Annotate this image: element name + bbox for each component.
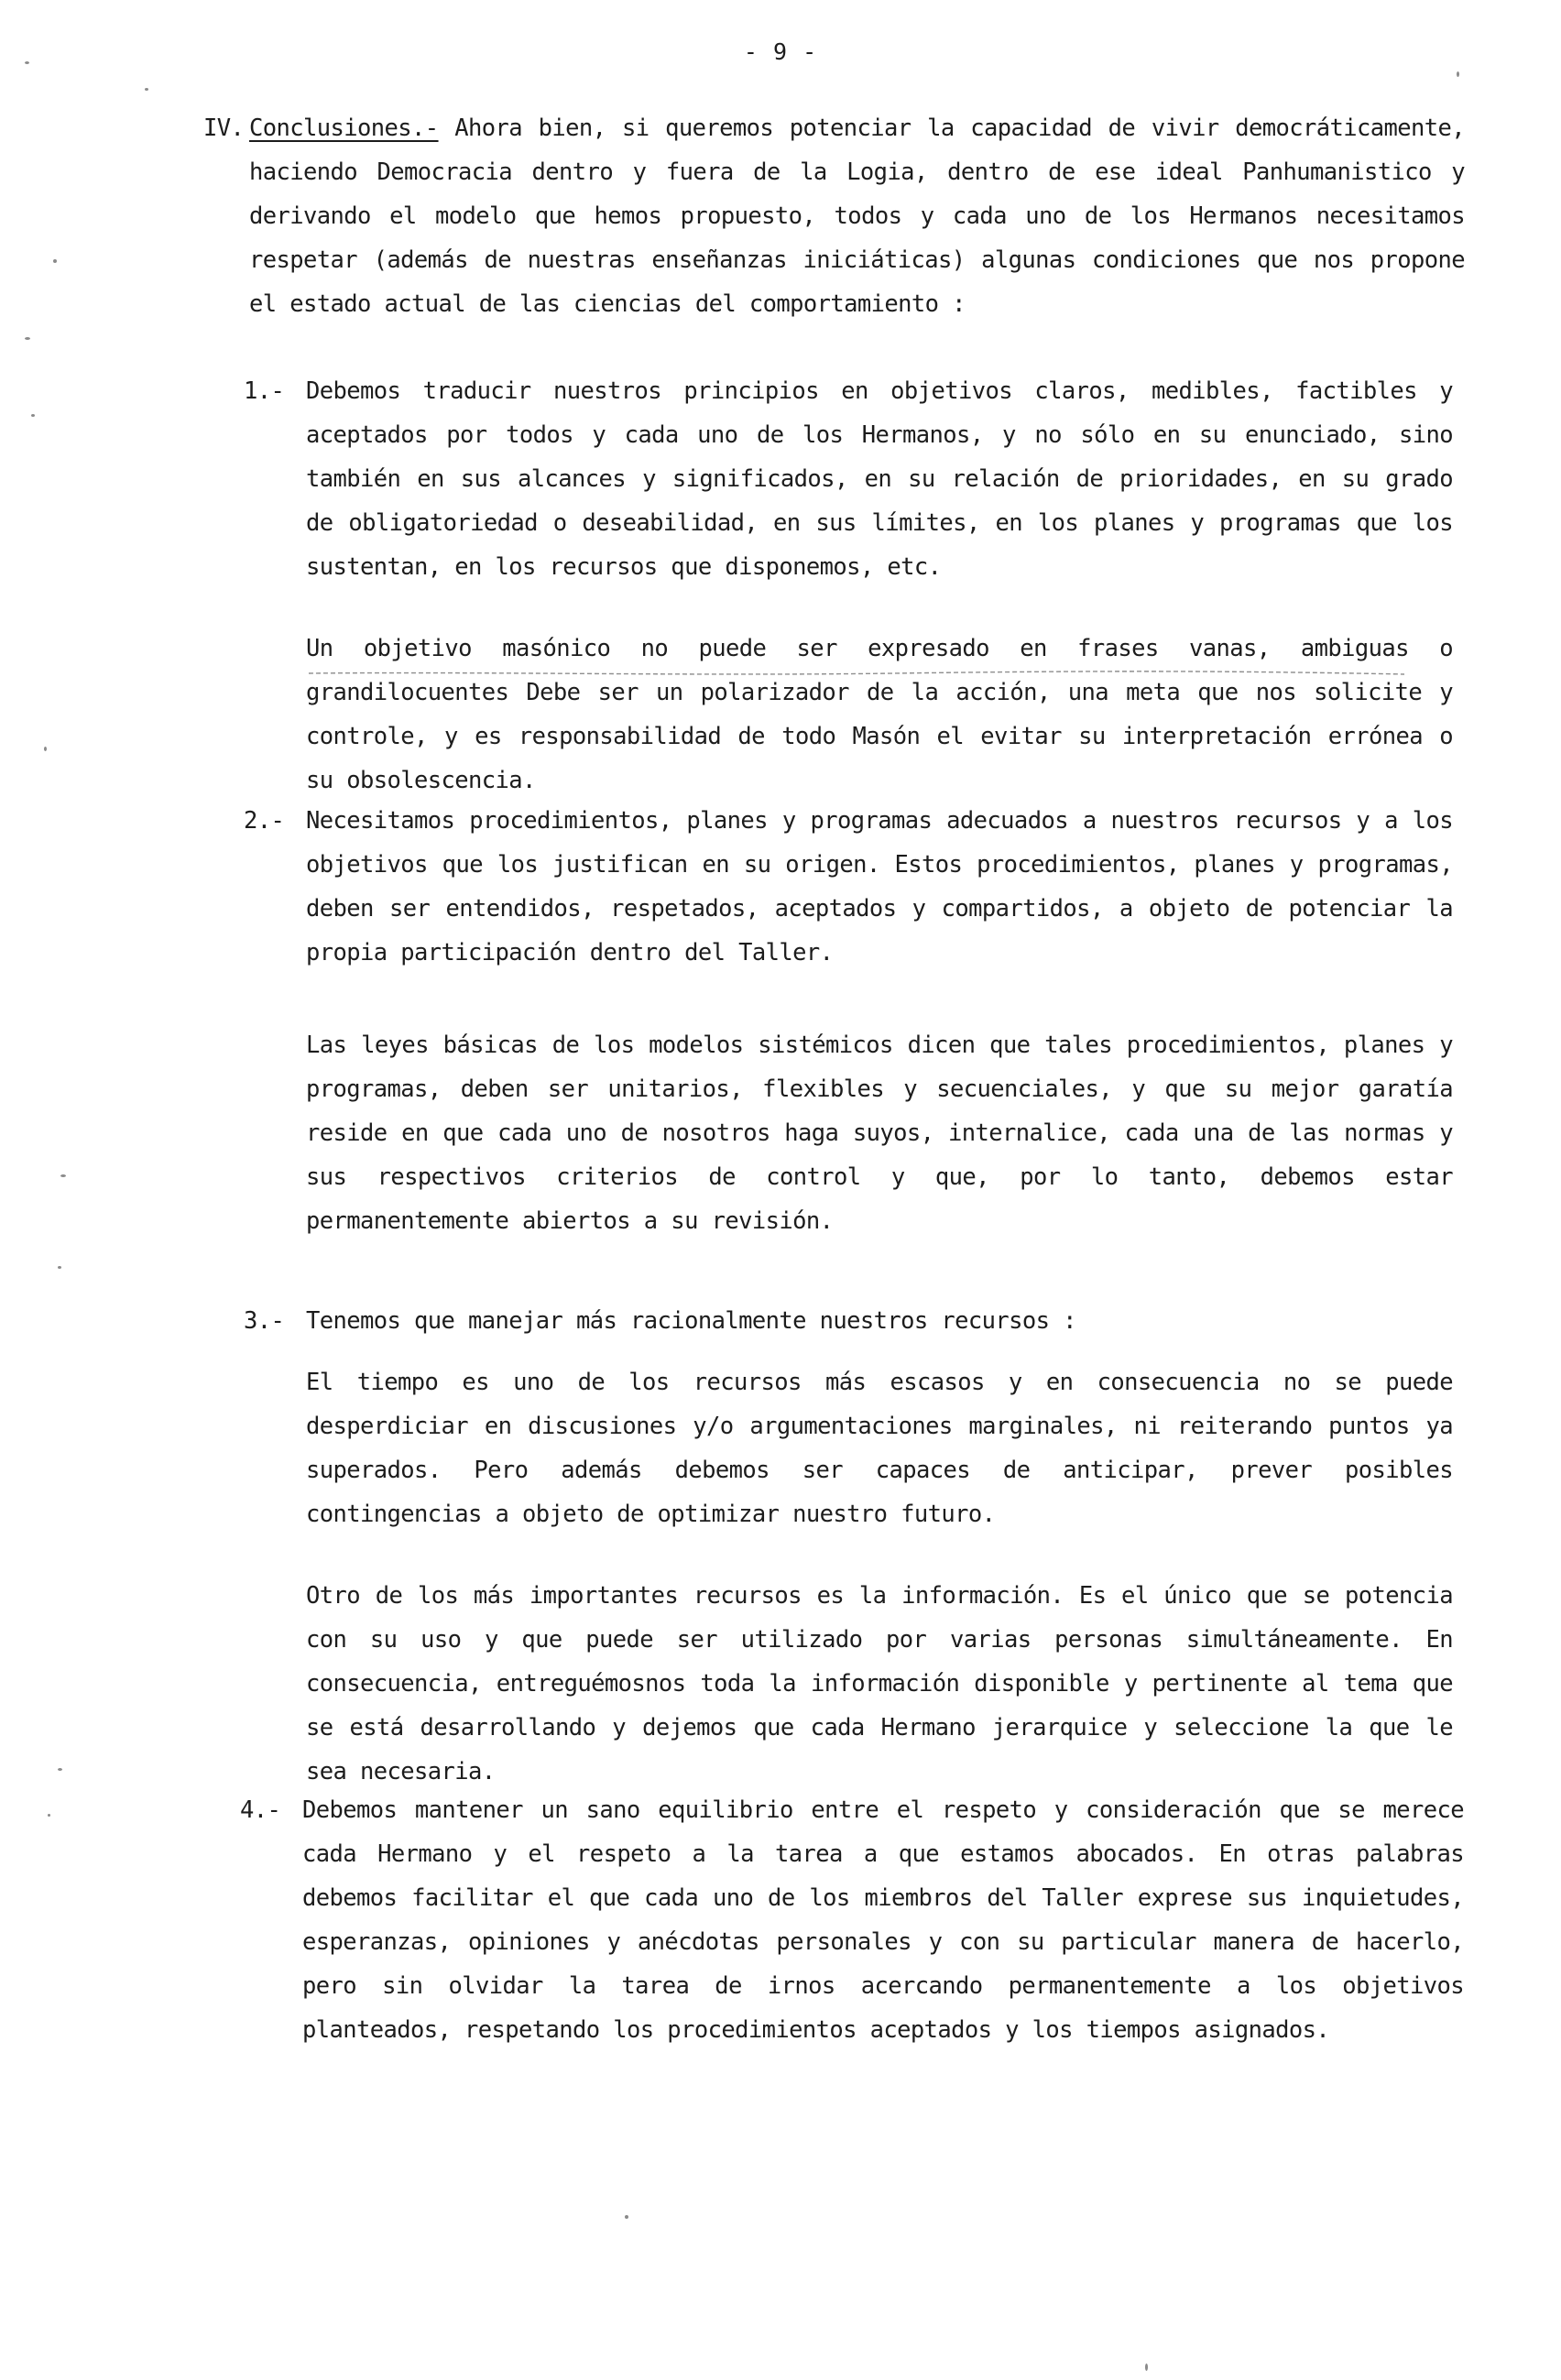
scan-speck bbox=[48, 1814, 50, 1817]
scan-speck bbox=[25, 61, 29, 64]
item-3-paragraph-2: El tiempo es uno de los recursos más escasos y en consecuencia no se puede desperdiciar en discusiones y/o argumentaciones marginales, ni reiterando puntos ya superados. Pero además debemos ser capaces de anticipar, prever posibles contingencias a objeto de optimizar nuestro futuro. bbox=[306, 1369, 1453, 1528]
scan-speck bbox=[44, 747, 47, 751]
section-heading: Conclusiones.- bbox=[249, 115, 439, 142]
item-2-paragraph-2: Las leyes básicas de los modelos sistémicos dicen que tales procedimientos, planes y programas, deben ser unitarios, flexibles y secuenciales, y que su mejor garatía reside en que cada uno de nosotros haga suyos, internalice, cada una de las normas y sus respectivos criterios de control y que, por lo tanto, debemos estar permanentemente abiertos a su revisión. bbox=[306, 1032, 1453, 1235]
item-4-marker: 4.- bbox=[240, 1796, 281, 1824]
page-number: - 9 - bbox=[743, 38, 818, 65]
scan-speck bbox=[31, 414, 35, 417]
scan-speck bbox=[53, 259, 57, 263]
section-intro bbox=[249, 106, 1465, 326]
item-1-marker: 1.- bbox=[244, 377, 285, 405]
handwritten-underline bbox=[307, 668, 1406, 679]
scan-speck bbox=[60, 1174, 66, 1177]
item-1-paragraph-1: Debemos traducir nuestros principios en objetivos claros, medibles, factibles y aceptados por todos y cada uno de los Hermanos, y no sólo en su enunciado, sino también en sus alcances y significados, en su relación de prioridades, en su grado de obligatoriedad o deseabilidad, en sus límites, en los planes y programas que los sustentan, en los recursos que disponemos, etc. bbox=[306, 377, 1453, 581]
item-3-marker: 3.- bbox=[244, 1307, 285, 1335]
scan-speck bbox=[1457, 71, 1459, 77]
item-2-marker: 2.- bbox=[244, 807, 285, 835]
section-intro-text: Ahora bien, si queremos potenciar la capacidad de vivir democráticamente, haciendo Democracia dentro y fuera de la Logia, dentro de ese ideal Panhumanistico y derivando el modelo que hemos propuesto, todos y cada uno de los Hermanos necesitamos respetar (además de nuestras enseñanzas iniciáticas) algunas condiciones que nos propone el estado actual de las ciencias del comportamiento : bbox=[249, 115, 1465, 318]
section-marker: IV. bbox=[203, 115, 245, 142]
scan-speck bbox=[25, 337, 30, 340]
scan-speck bbox=[1145, 2364, 1148, 2371]
item-1-paragraph-2: Un objetivo masónico no puede ser expresado en frases vanas, ambiguas o grandilocuentes Debe ser un polarizador de la acción, una meta que nos solicite y controle, y es responsabilidad de todo Masón el evitar su interpretación errónea o su obsolescencia. bbox=[306, 635, 1453, 794]
scan-speck bbox=[145, 88, 148, 91]
item-3-paragraph-1: Tenemos que manejar más racionalmente nuestros recursos : bbox=[306, 1307, 1076, 1335]
scan-speck bbox=[625, 2215, 628, 2219]
item-3-paragraph-3: Otro de los más importantes recursos es la información. Es el único que se potencia con su uso y que puede ser utilizado por varias personas simultáneamente. En consecuencia, entreguémosnos toda la información disponible y pertinente al tema que se está desarrollando y dejemos que cada Hermano jerarquice y seleccione la que le sea necesaria. bbox=[306, 1582, 1453, 1785]
scan-speck bbox=[58, 1266, 61, 1269]
item-2-paragraph-1: Necesitamos procedimientos, planes y programas adecuados a nuestros recursos y a los objetivos que los justifican en su origen. Estos procedimientos, planes y programas, deben ser entendidos, respetados, aceptados y compartidos, a objeto de potenciar la propia participación dentro del Taller. bbox=[306, 807, 1453, 966]
item-4-paragraph-1: Debemos mantener un sano equilibrio entre el respeto y consideración que se merece cada Hermano y el respeto a la tarea a que estamos abocados. En otras palabras debemos facilitar el que cada uno de los miembros del Taller exprese sus inquietudes, esperanzas, opiniones y anécdotas personales y con su particular manera de hacerlo, pero sin olvidar la tarea de irnos acercando permanentemente a los objetivos planteados, respetando los procedimientos aceptados y los tiempos asignados. bbox=[302, 1796, 1464, 2044]
scan-speck bbox=[58, 1768, 62, 1771]
